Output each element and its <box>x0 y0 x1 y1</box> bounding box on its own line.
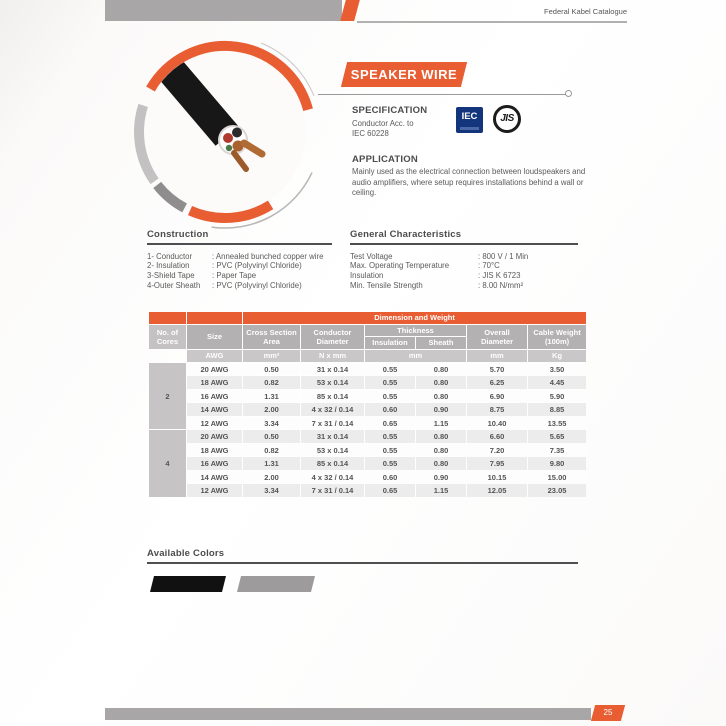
table-cell-overall: 12.05 <box>467 484 527 497</box>
header-bar <box>105 0 342 21</box>
table-cell-insulation: 0.55 <box>365 363 415 376</box>
application-heading: APPLICATION <box>352 154 418 165</box>
table-cell-sheath: 1.15 <box>416 484 466 497</box>
table-row <box>149 403 586 416</box>
table-cell-conductor: 85 x 0.14 <box>301 390 364 403</box>
specification-line-1: Conductor Acc. to <box>352 119 414 128</box>
characteristic-label: Test Voltage <box>350 251 393 261</box>
table-cell-insulation: 0.60 <box>365 471 415 484</box>
table-cell-sheath: 0.80 <box>416 363 466 376</box>
table-cell-cross_section: 0.82 <box>243 444 300 457</box>
product-title: SPEAKER WIRE <box>350 67 458 82</box>
table-cell-cross_section: 0.50 <box>243 430 300 443</box>
unit-cable-weight: Kg <box>528 350 586 362</box>
col-header-cable-weight: Cable Weight (100m) <box>528 325 586 349</box>
black-conductor <box>232 128 242 138</box>
table-cell-cross_section: 1.31 <box>243 390 300 403</box>
iec-logo-underline <box>460 127 479 130</box>
col-header-cores: No. of Cores <box>149 325 186 349</box>
construction-label: 1- Conductor <box>147 251 193 261</box>
table-cell-insulation: 0.55 <box>365 457 415 470</box>
application-text: Mainly used as the electrical connection between loudspeakers and audio amplifiers, where setup requires installations behind a wall or ceiling. <box>352 167 586 197</box>
table-cell-weight: 3.50 <box>528 363 586 376</box>
col-header-sheath: Sheath <box>416 337 466 348</box>
specification-heading: SPECIFICATION <box>352 105 428 116</box>
construction-item <box>147 281 332 291</box>
table-cell-cross_section: 2.00 <box>243 471 300 484</box>
characteristic-item <box>350 252 578 262</box>
table-cell-cross_section: 0.50 <box>243 363 300 376</box>
unit-size: AWG <box>187 350 242 362</box>
col-header-conductor-diameter: Conductor Diameter <box>301 325 364 349</box>
table-cell-weight: 9.80 <box>528 457 586 470</box>
col-header-overall-diameter: Overall Diameter <box>467 325 527 349</box>
table-cell-size: 16 AWG <box>187 390 242 403</box>
table-cell-weight: 13.55 <box>528 417 586 430</box>
page-number: 25 <box>603 708 613 717</box>
table-row <box>149 457 586 470</box>
header-rule <box>357 21 627 23</box>
table-cell-insulation: 0.60 <box>365 403 415 416</box>
general-characteristics-list <box>350 252 578 291</box>
specification-line-2: IEC 60228 <box>352 129 389 138</box>
table-cell-conductor: 53 x 0.14 <box>301 376 364 389</box>
page-number-tab <box>591 705 625 721</box>
table-cell-size: 18 AWG <box>187 376 242 389</box>
jis-certification-logo <box>493 105 521 133</box>
characteristic-item <box>350 281 578 291</box>
table-cell-insulation: 0.55 <box>365 390 415 403</box>
table-cell-overall: 5.70 <box>467 363 527 376</box>
construction-list <box>147 252 332 291</box>
table-row <box>149 484 586 497</box>
table-cell-insulation: 0.65 <box>365 484 415 497</box>
divider-end-dot <box>565 90 572 97</box>
iec-logo-text: IEC <box>461 111 478 122</box>
table-row <box>149 363 586 376</box>
table-cell-size: 12 AWG <box>187 484 242 497</box>
table-cell-weight: 5.90 <box>528 390 586 403</box>
table-cell-size: 20 AWG <box>187 430 242 443</box>
table-cell-overall: 7.95 <box>467 457 527 470</box>
product-title-banner <box>341 62 467 87</box>
table-cell-sheath: 0.80 <box>416 430 466 443</box>
cores-cell: 2 <box>149 363 186 430</box>
table-cell-overall: 10.40 <box>467 417 527 430</box>
color-swatch-black <box>150 576 226 592</box>
construction-label: 3-Shield Tape <box>147 270 195 280</box>
table-row <box>149 376 586 389</box>
table-cell-sheath: 1.15 <box>416 417 466 430</box>
banner-spacer <box>149 312 186 324</box>
construction-value: : PVC (Polyvinyl Chloride) <box>212 261 302 271</box>
cable-photo-circle <box>125 40 325 230</box>
available-colors-heading: Available Colors <box>147 548 225 559</box>
table-cell-size: 14 AWG <box>187 471 242 484</box>
iec-certification-logo <box>456 107 483 133</box>
characteristic-item <box>350 261 578 271</box>
table-cell-sheath: 0.80 <box>416 457 466 470</box>
table-cell-cross_section: 1.31 <box>243 457 300 470</box>
table-header-row <box>149 325 586 336</box>
footer-bar <box>105 708 591 720</box>
col-header-size: Size <box>187 325 242 349</box>
table-cell-cross_section: 2.00 <box>243 403 300 416</box>
characteristic-label: Min. Tensile Strength <box>350 280 423 290</box>
banner-spacer <box>187 312 242 324</box>
table-row <box>149 471 586 484</box>
table-cell-cross_section: 0.82 <box>243 376 300 389</box>
construction-label: 4-Outer Sheath <box>147 280 201 290</box>
table-units-row <box>149 350 586 362</box>
construction-label: 2- Insulation <box>147 261 190 271</box>
col-header-cross-section: Cross Section Area <box>243 325 300 349</box>
color-swatch-gray <box>237 576 315 592</box>
construction-value: : Paper Tape <box>212 270 257 280</box>
available-colors-section <box>147 548 578 564</box>
construction-item <box>147 252 332 262</box>
col-header-thickness: Thickness <box>365 325 466 336</box>
characteristic-value: : JIS K 6723 <box>478 270 521 280</box>
table-cell-conductor: 4 x 32 / 0.14 <box>301 403 364 416</box>
table-cell-weight: 23.05 <box>528 484 586 497</box>
general-characteristics-section <box>350 229 578 290</box>
construction-rule <box>147 243 332 245</box>
construction-item <box>147 271 332 281</box>
construction-section <box>147 229 332 290</box>
table-cell-size: 16 AWG <box>187 457 242 470</box>
table-cell-cross_section: 3.34 <box>243 484 300 497</box>
table-cell-sheath: 0.80 <box>416 376 466 389</box>
table-cell-insulation: 0.55 <box>365 430 415 443</box>
table-cell-conductor: 7 x 31 / 0.14 <box>301 484 364 497</box>
characteristic-label: Insulation <box>350 270 384 280</box>
green-conductor <box>226 145 232 151</box>
table-cell-size: 18 AWG <box>187 444 242 457</box>
dimension-table-body <box>149 363 586 497</box>
table-cell-conductor: 7 x 31 / 0.14 <box>301 417 364 430</box>
cores-cell: 4 <box>149 430 186 497</box>
unit-conductor-diameter: N x mm <box>301 350 364 362</box>
table-cell-sheath: 0.90 <box>416 403 466 416</box>
unit-overall-diameter: mm <box>467 350 527 362</box>
table-cell-insulation: 0.65 <box>365 417 415 430</box>
table-cell-overall: 10.15 <box>467 471 527 484</box>
construction-heading: Construction <box>147 229 209 240</box>
construction-value: : PVC (Polyvinyl Chloride) <box>212 280 302 290</box>
catalogue-title: Federal Kabel Catalogue <box>544 7 627 16</box>
general-characteristics-heading: General Characteristics <box>350 229 462 240</box>
unit-blank <box>149 350 186 362</box>
characteristic-value: : 8.00 N/mm² <box>478 280 524 290</box>
table-cell-overall: 7.20 <box>467 444 527 457</box>
table-cell-conductor: 85 x 0.14 <box>301 457 364 470</box>
table-cell-conductor: 31 x 0.14 <box>301 430 364 443</box>
table-banner-row <box>149 312 586 324</box>
table-cell-cross_section: 3.34 <box>243 417 300 430</box>
table-cell-weight: 7.35 <box>528 444 586 457</box>
table-cell-overall: 6.90 <box>467 390 527 403</box>
table-cell-overall: 6.25 <box>467 376 527 389</box>
available-colors-rule <box>147 562 578 564</box>
table-cell-sheath: 0.90 <box>416 471 466 484</box>
section-divider-line <box>318 94 566 95</box>
table-cell-insulation: 0.55 <box>365 444 415 457</box>
specification-text <box>352 119 414 139</box>
table-row <box>149 390 586 403</box>
characteristic-item <box>350 271 578 281</box>
construction-item <box>147 261 332 271</box>
characteristic-value: : 70°C <box>478 261 500 271</box>
characteristic-value: : 800 V / 1 Min <box>478 251 529 261</box>
table-cell-size: 14 AWG <box>187 403 242 416</box>
table-cell-size: 12 AWG <box>187 417 242 430</box>
table-cell-sheath: 0.80 <box>416 444 466 457</box>
table-cell-sheath: 0.80 <box>416 390 466 403</box>
dimension-weight-table <box>148 311 587 498</box>
table-cell-conductor: 4 x 32 / 0.14 <box>301 471 364 484</box>
table-row <box>149 417 586 430</box>
table-cell-insulation: 0.55 <box>365 376 415 389</box>
table-cell-conductor: 31 x 0.14 <box>301 363 364 376</box>
characteristic-label: Max. Operating Temperature <box>350 261 450 271</box>
table-row <box>149 430 586 443</box>
general-characteristics-rule <box>350 243 578 245</box>
table-cell-conductor: 53 x 0.14 <box>301 444 364 457</box>
table-cell-overall: 6.60 <box>467 430 527 443</box>
table-cell-overall: 8.75 <box>467 403 527 416</box>
table-cell-weight: 8.85 <box>528 403 586 416</box>
red-conductor <box>223 133 233 143</box>
table-banner: Dimension and Weight <box>243 312 586 324</box>
jis-logo-text: JIS <box>500 113 514 124</box>
unit-thickness: mm <box>365 350 466 362</box>
table-row <box>149 444 586 457</box>
construction-value: : Annealed bunched copper wire <box>212 251 324 261</box>
table-cell-weight: 4.45 <box>528 376 586 389</box>
table-cell-weight: 5.65 <box>528 430 586 443</box>
header-accent-mark <box>340 0 360 21</box>
col-header-insulation: Insulation <box>365 337 415 348</box>
table-cell-size: 20 AWG <box>187 363 242 376</box>
dimension-weight-table-wrap <box>148 311 587 498</box>
unit-cross-section: mm² <box>243 350 300 362</box>
table-cell-weight: 15.00 <box>528 471 586 484</box>
